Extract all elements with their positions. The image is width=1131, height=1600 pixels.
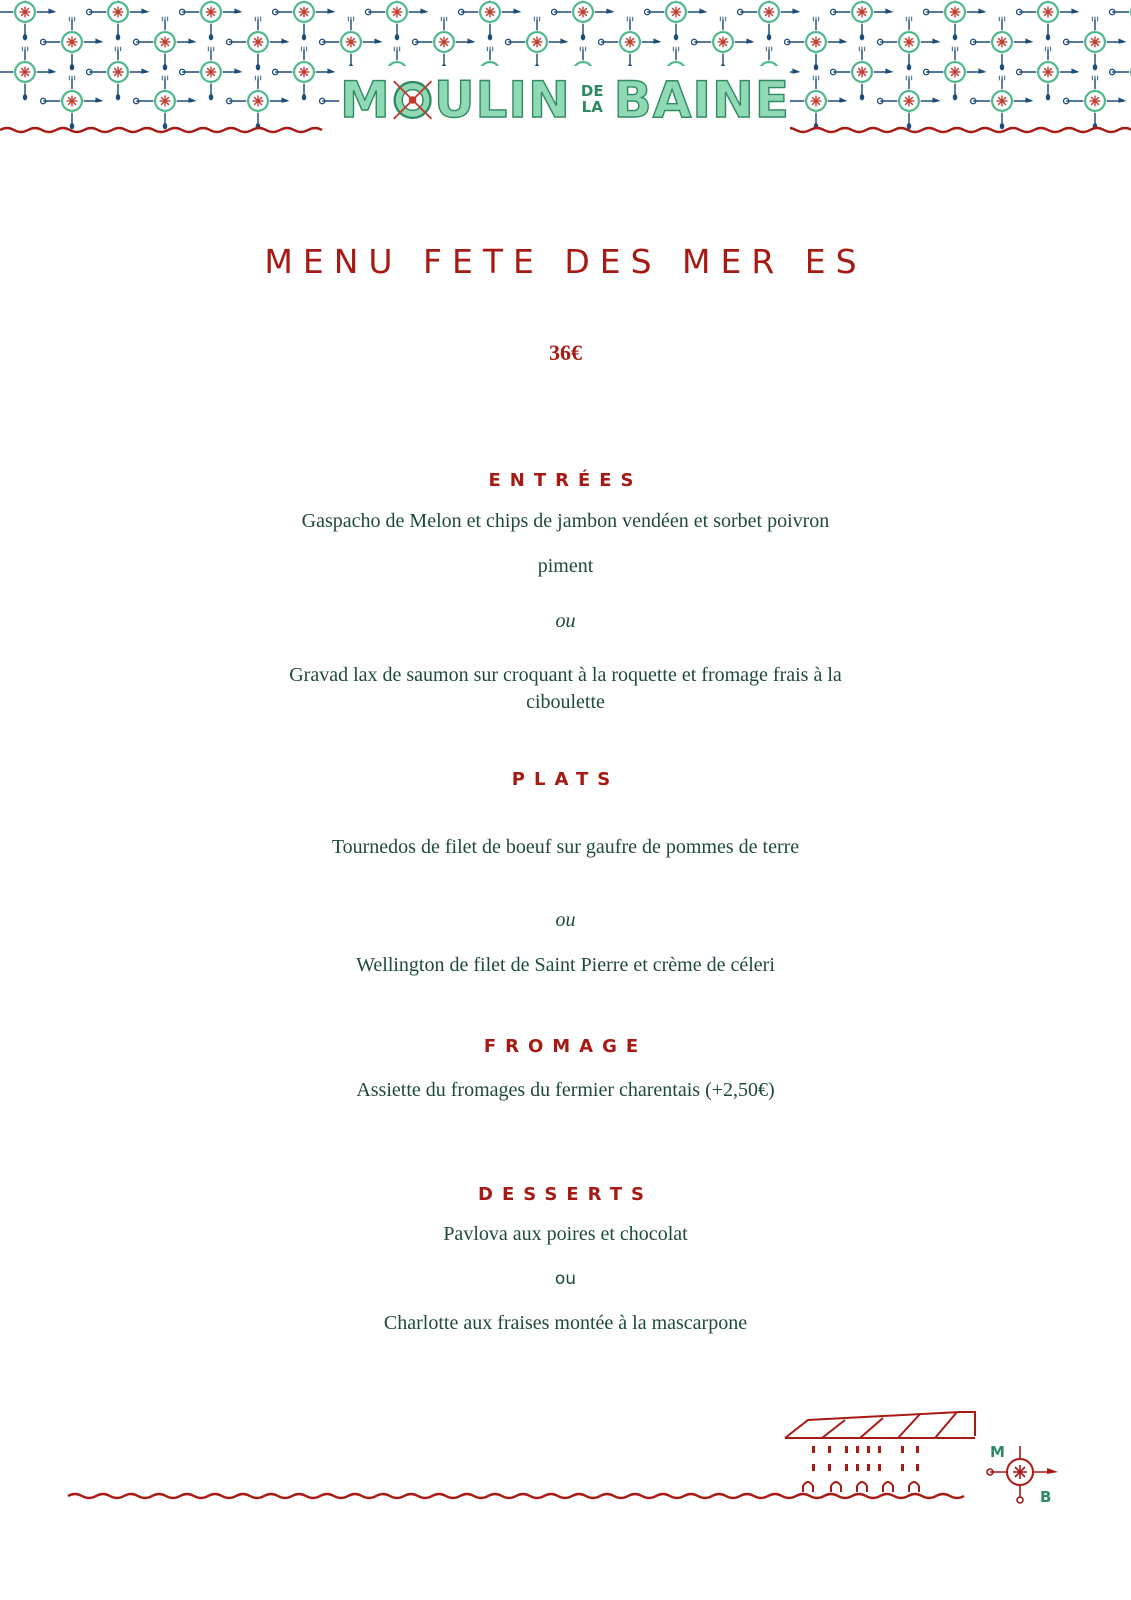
pattern-tile bbox=[645, 0, 708, 40]
pattern-tile bbox=[1110, 47, 1131, 101]
dessert-item-2: Charlotte aux fraises montée à la mascarpone bbox=[383, 1312, 748, 1334]
pattern-tile bbox=[227, 76, 290, 130]
pattern-tile bbox=[1110, 0, 1131, 40]
mill-window bbox=[845, 1446, 848, 1453]
plat-item-2: Wellington de filet de Saint Pierre et crème de céleri bbox=[356, 954, 775, 976]
menu-price: 36€ bbox=[549, 340, 582, 365]
mill-window bbox=[856, 1446, 859, 1453]
mill-building-icon bbox=[785, 1412, 975, 1492]
pattern-tile bbox=[41, 76, 104, 130]
mill-window bbox=[812, 1446, 815, 1453]
pattern-tile bbox=[0, 47, 56, 101]
pattern-tile bbox=[87, 0, 150, 40]
logo-word-m: M bbox=[340, 71, 391, 129]
pattern-tile bbox=[506, 17, 569, 71]
section-title-entrees: ENTRÉES bbox=[488, 470, 643, 491]
entree-item-2-line-2: ciboulette bbox=[526, 691, 605, 713]
monogram-m: M bbox=[990, 1443, 1005, 1461]
pattern-tile bbox=[180, 0, 243, 40]
pattern-tile bbox=[971, 76, 1034, 130]
fromage-item-1: Assiette du fromages du fermier charentais (+2,50€) bbox=[356, 1079, 775, 1101]
pattern-tile bbox=[599, 17, 662, 71]
pattern-tile bbox=[273, 0, 336, 40]
pattern-tile bbox=[273, 47, 336, 101]
pattern-tile bbox=[1064, 17, 1127, 71]
pattern-tile bbox=[1017, 0, 1080, 40]
pattern-tile bbox=[0, 0, 56, 40]
pattern-tile bbox=[831, 0, 894, 40]
compass-icon bbox=[389, 75, 436, 125]
mill-arch bbox=[803, 1482, 813, 1492]
pattern-tile bbox=[971, 17, 1034, 71]
footer-illustration bbox=[0, 1410, 1131, 1600]
entree-item-2-line-1: Gravad lax de saumon sur croquant à la roquette et fromage frais à la bbox=[289, 664, 842, 686]
pattern-tile bbox=[227, 17, 290, 71]
pattern-tile bbox=[552, 0, 615, 40]
mill-arch bbox=[857, 1482, 867, 1492]
mill-window bbox=[901, 1464, 904, 1471]
mill-window bbox=[867, 1464, 870, 1471]
menu-title: MENU FETE DES MER ES bbox=[264, 242, 867, 281]
dessert-item-1: Pavlova aux poires et chocolat bbox=[443, 1223, 688, 1245]
mb-monogram-icon bbox=[987, 1443, 1058, 1506]
pattern-tile bbox=[134, 76, 197, 130]
pattern-tile bbox=[878, 76, 941, 130]
pattern-tile bbox=[785, 76, 848, 130]
entree-or: ou bbox=[555, 610, 576, 632]
pattern-tile bbox=[134, 17, 197, 71]
mill-window bbox=[916, 1446, 919, 1453]
logo-de: DE bbox=[580, 82, 604, 101]
section-title-fromage: FROMAGE bbox=[483, 1036, 648, 1057]
pattern-tile bbox=[738, 0, 801, 40]
pattern-tile bbox=[180, 47, 243, 101]
mill-arch bbox=[909, 1482, 919, 1492]
section-title-desserts: DESSERTS bbox=[478, 1184, 653, 1205]
pattern-tile bbox=[692, 17, 755, 71]
mill-arch bbox=[883, 1482, 893, 1492]
dessert-or: ou bbox=[554, 1269, 577, 1289]
logo-word-baine: BAINE bbox=[613, 71, 790, 129]
plat-or: ou bbox=[555, 909, 576, 931]
pattern-tile bbox=[320, 17, 383, 71]
mill-window bbox=[845, 1464, 848, 1471]
pattern-tile bbox=[41, 17, 104, 71]
entree-item-1-line-1: Gaspacho de Melon et chips de jambon vendéen et sorbet poivron bbox=[301, 510, 830, 532]
entree-item-1-line-2: piment bbox=[537, 555, 594, 577]
mill-window bbox=[856, 1464, 859, 1471]
section-title-plats: PLATS bbox=[511, 769, 620, 790]
mill-window bbox=[828, 1446, 831, 1453]
mill-window bbox=[901, 1446, 904, 1453]
pattern-tile bbox=[785, 17, 848, 71]
logo-word-ulin: ULIN bbox=[433, 71, 571, 129]
pattern-tile bbox=[878, 17, 941, 71]
mill-window bbox=[916, 1464, 919, 1471]
pattern-tile bbox=[459, 0, 522, 40]
pattern-tile bbox=[1017, 47, 1080, 101]
mill-window bbox=[828, 1464, 831, 1471]
mill-window bbox=[812, 1464, 815, 1471]
plat-item-1: Tournedos de filet de boeuf sur gaufre de pommes de terre bbox=[331, 836, 800, 858]
pattern-tile bbox=[413, 17, 476, 71]
pattern-tile bbox=[924, 0, 987, 40]
monogram-b: B bbox=[1040, 1488, 1052, 1506]
logo-la: LA bbox=[581, 98, 603, 116]
pattern-tile bbox=[87, 47, 150, 101]
logo bbox=[340, 66, 790, 134]
mill-window bbox=[867, 1446, 870, 1453]
mill-window bbox=[878, 1446, 881, 1453]
logo-small-words bbox=[581, 84, 604, 116]
pattern-tile bbox=[366, 0, 429, 40]
mill-arch bbox=[831, 1482, 841, 1492]
pattern-tile bbox=[1064, 76, 1127, 130]
mill-window bbox=[878, 1464, 881, 1471]
pattern-tile bbox=[924, 47, 987, 101]
pattern-tile bbox=[831, 47, 894, 101]
